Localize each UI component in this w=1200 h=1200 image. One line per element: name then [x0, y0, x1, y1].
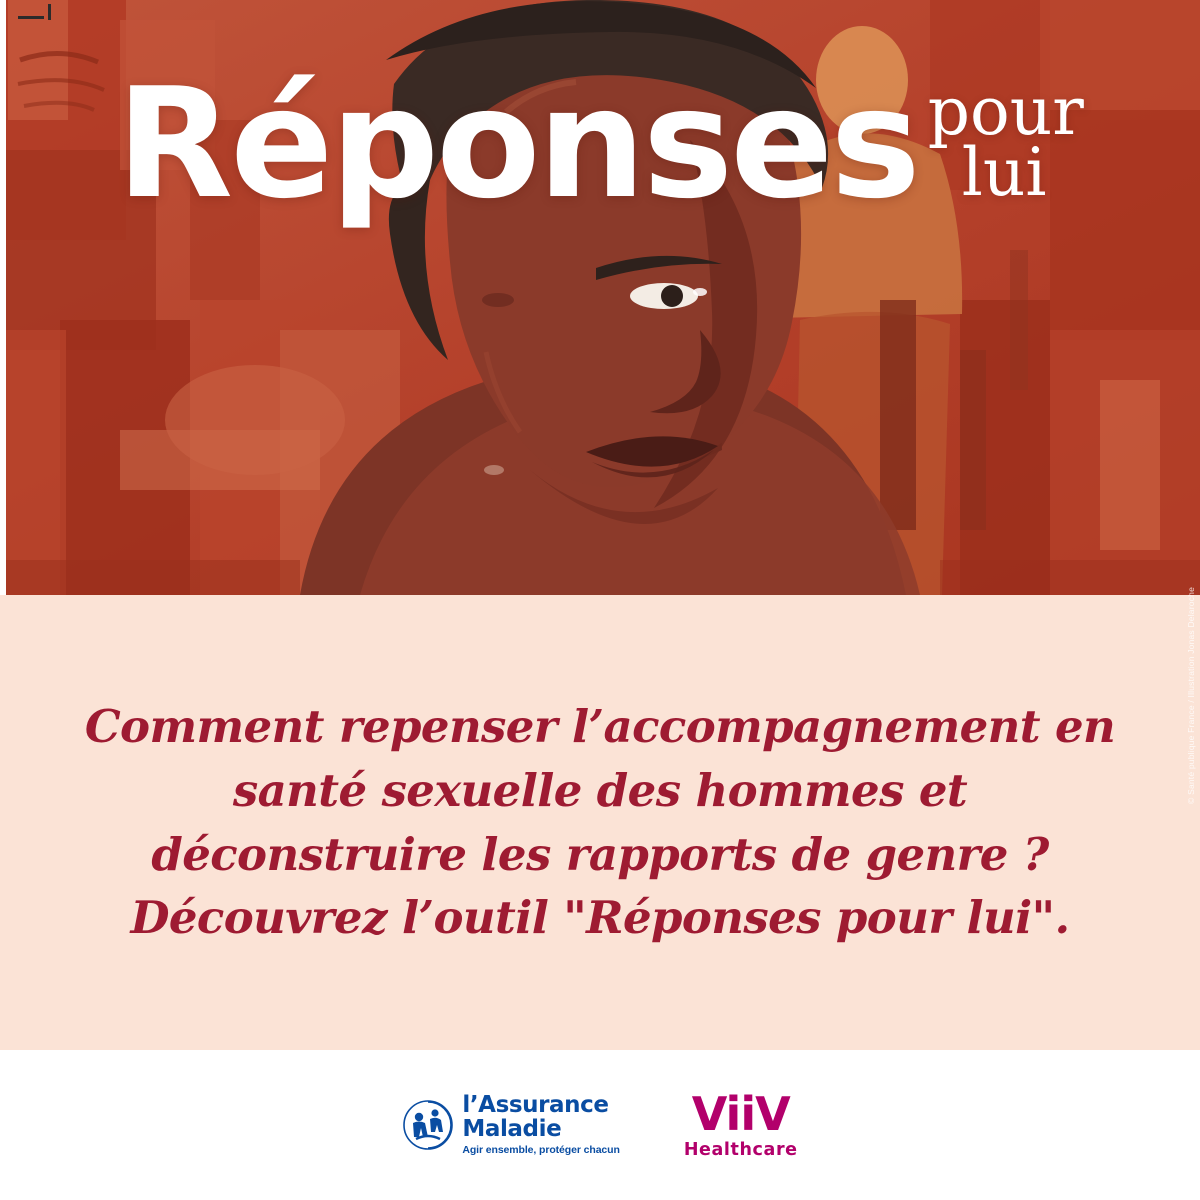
hero-painting-illustration: [0, 0, 1200, 595]
message-band: [0, 595, 1200, 1050]
assurance-maladie-wordmark: [462, 1094, 619, 1156]
logo-viiv-healthcare[interactable]: [683, 1086, 798, 1160]
assurance-maladie-tagline: Agir ensemble, protéger chacun: [462, 1144, 620, 1157]
hero-title-main: Réponses: [116, 55, 918, 232]
assurance-maladie-line1: l’Assurance: [462, 1092, 609, 1119]
hero-title-sub-line2: lui: [961, 133, 1047, 211]
assurance-maladie-line2: Maladie: [462, 1115, 562, 1142]
crop-mark-icon: [18, 4, 54, 20]
footer-logos: [0, 1050, 1200, 1200]
assurance-maladie-icon: [402, 1099, 454, 1151]
hero-title-sub-line1: pour: [927, 73, 1084, 150]
logo-assurance-maladie[interactable]: [402, 1094, 619, 1156]
message-text: Comment repenser l’accompagnement en santé sexuelle des hommes et déconstruire les rapports de genre ? Découvrez l’outil "Réponses pour lui".: [84, 699, 1116, 945]
viiv-wordmark: ViiV: [691, 1086, 790, 1141]
image-credit: © Santé publique France / Illustration Jonas Delaroche: [1186, 587, 1196, 804]
viiv-subtitle: Healthcare: [683, 1139, 798, 1160]
hero-left-border: [0, 0, 6, 595]
